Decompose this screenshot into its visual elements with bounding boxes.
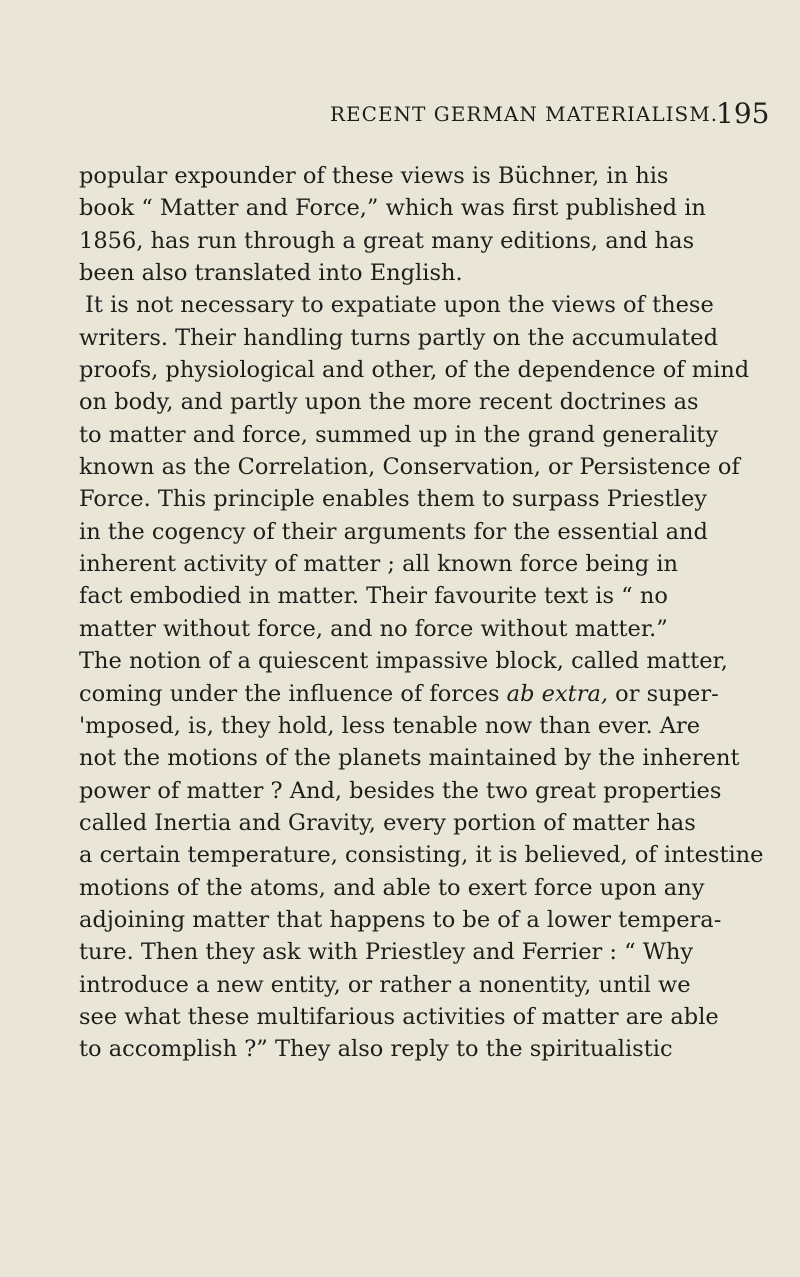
italic-phrase: ab extra, — [506, 680, 609, 707]
text-line: been also translated into English. — [79, 260, 463, 287]
text-line: 1856, has run through a great many editions, and has — [79, 227, 695, 254]
text-line: not the motions of the planets maintained by the inherent — [79, 745, 740, 772]
text-line: introduce a new entity, or rather a nonentity, until we — [79, 971, 691, 998]
text-segment: coming under the influence of forces — [79, 680, 500, 707]
text-line: proofs, physiological and other, of the dependence of mind — [79, 357, 750, 384]
text-segment: or super- — [608, 680, 719, 707]
text-line: known as the Correlation, Conservation, or Persistence of — [79, 454, 740, 481]
text-line: a certain temperature, consisting, it is believed, of intestine — [79, 842, 764, 869]
text-line: see what these multifarious activities of matter are able — [79, 1003, 719, 1030]
text-line: matter without force, and no force without matter.” — [79, 615, 668, 642]
text-line: The notion of a quiescent impassive block, called matter, — [79, 648, 728, 675]
text-line: fact embodied in matter. Their favourite text is “ no — [79, 583, 668, 610]
text-line: popular expounder of these views is Büchner, in his — [79, 163, 669, 189]
paragraph-start-line: It is not necessary to expatiate upon the views of these — [85, 292, 714, 319]
text-line: adjoining matter that happens to be of a lower tempera- — [79, 906, 722, 933]
text-line: Force. This principle enables them to surpass Priestley — [79, 486, 707, 513]
text-line: to accomplish ?” They also reply to the spiritualistic — [79, 1036, 673, 1063]
text-line: on body, and partly upon the more recent doctrines as — [79, 389, 699, 416]
text-line: book “ Matter and Force,” which was first published in — [79, 195, 706, 222]
text-line: called Inertia and Gravity, every portion of matter has — [79, 809, 696, 836]
page-number: 195 — [716, 97, 770, 130]
body-text — [79, 160, 769, 1066]
text-line: in the cogency of their arguments for the essential and — [79, 518, 708, 545]
text-line: inherent activity of matter ; all known force being in — [79, 551, 679, 578]
text-line: to matter and force, summed up in the grand generality — [79, 421, 719, 448]
running-head: RECENT GERMAN MATERIALISM. — [330, 102, 719, 126]
text-line: 'mposed, is, they hold, less tenable now than ever. Are — [79, 712, 701, 739]
text-line-with-italic — [79, 678, 769, 710]
text-line: power of matter ? And, besides the two great properties — [79, 777, 722, 804]
text-line: motions of the atoms, and able to exert force upon any — [79, 874, 705, 901]
text-line: ture. Then they ask with Priestley and Ferrier : “ Why — [79, 939, 694, 966]
text-line: writers. Their handling turns partly on the accumulated — [79, 324, 718, 351]
